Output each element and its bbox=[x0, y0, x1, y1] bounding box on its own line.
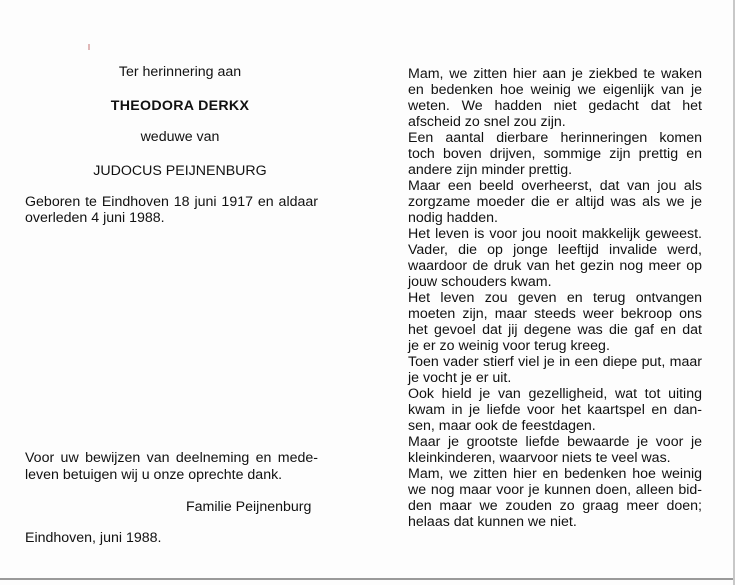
poem-line: kwam in je liefde voor het kaartspel en dan- bbox=[408, 402, 702, 418]
poem-line: Vader, die op jonge leeftijd invalide werd, bbox=[408, 242, 702, 258]
paper-mark bbox=[88, 44, 90, 50]
spouse-name: JUDOCUS PEIJNENBURG bbox=[93, 163, 267, 179]
poem-line: den maar we zouden zo graag meer doen; bbox=[408, 498, 702, 514]
relation-text: weduwe van bbox=[140, 129, 220, 145]
poem-line: waardoor de druk van het gezin nog meer op bbox=[408, 258, 702, 274]
poem-line: Een aantal dierbare herinneringen komen bbox=[408, 130, 702, 146]
poem-line: zorgzame moeder die er altijd was als we je bbox=[408, 194, 702, 210]
poem-line: het gevoel dat jij degene was die gaf en dat bbox=[408, 322, 702, 338]
thanks-line-1: Voor uw bewijzen van deelneming en mede- bbox=[25, 450, 318, 466]
deceased-name: THEODORA DERKX bbox=[110, 98, 250, 114]
poem-line: helaas dat kunnen we niet. bbox=[408, 514, 577, 530]
poem-line: Maar je grootste liefde bewaarde je voor je bbox=[408, 434, 702, 450]
poem-line: Ook hield je van gezelligheid, wat tot uiting bbox=[408, 386, 702, 402]
intro-text: Ter herinnering aan bbox=[118, 64, 242, 80]
poem-line: kleinkinderen, waarvoor niets te veel was. bbox=[408, 450, 671, 466]
poem-line: we nog maar voor je kunnen doen, alleen bid- bbox=[408, 482, 702, 498]
thanks-line-2: leven betuigen wij u onze oprechte dank. bbox=[25, 467, 283, 483]
poem-line: je vocht je er uit. bbox=[408, 370, 512, 386]
poem-line: moeten zijn, maar steeds weer bekroop ons bbox=[408, 306, 702, 322]
poem-line: sen, maar ook de feestdagen. bbox=[408, 418, 596, 434]
poem-line: nodig hadden. bbox=[408, 210, 498, 226]
poem-line: je er zo weinig voor terug kreeg. bbox=[408, 338, 610, 354]
poem-line: Toen vader stierf viel je in een diepe put, maar bbox=[408, 354, 702, 370]
birth-line-2: overleden 4 juni 1988. bbox=[25, 210, 165, 226]
poem-line: weten. We hadden niet gedacht dat het bbox=[408, 98, 702, 114]
card-bottom-edge bbox=[0, 578, 735, 580]
poem-line: toch boven drijven, sommige zijn prettig en bbox=[408, 146, 702, 162]
poem-line: Mam, we zitten hier en bedenken hoe weinig bbox=[408, 466, 702, 482]
family-signature: Familie Peijnenburg bbox=[186, 499, 312, 515]
poem-line: jouw schouders kwam. bbox=[408, 274, 552, 290]
poem-line: en bedenken hoe weinig we eigenlijk van je bbox=[408, 82, 702, 98]
place-date: Eindhoven, juni 1988. bbox=[25, 530, 162, 546]
poem-line: Het leven is voor jou nooit makkelijk geweest. bbox=[408, 226, 702, 242]
poem-line: Maar een beeld overheerst, dat van jou als bbox=[408, 178, 702, 194]
birth-line-1: Geboren te Eindhoven 18 juni 1917 en aldaar bbox=[25, 194, 318, 210]
poem-line: afscheid zo snel zou zijn. bbox=[408, 114, 566, 130]
poem-line: andere zijn minder prettig. bbox=[408, 162, 573, 178]
poem-line: Mam, we zitten hier aan je ziekbed te waken bbox=[408, 66, 702, 82]
poem-line: Het leven zou geven en terug ontvangen bbox=[408, 290, 702, 306]
